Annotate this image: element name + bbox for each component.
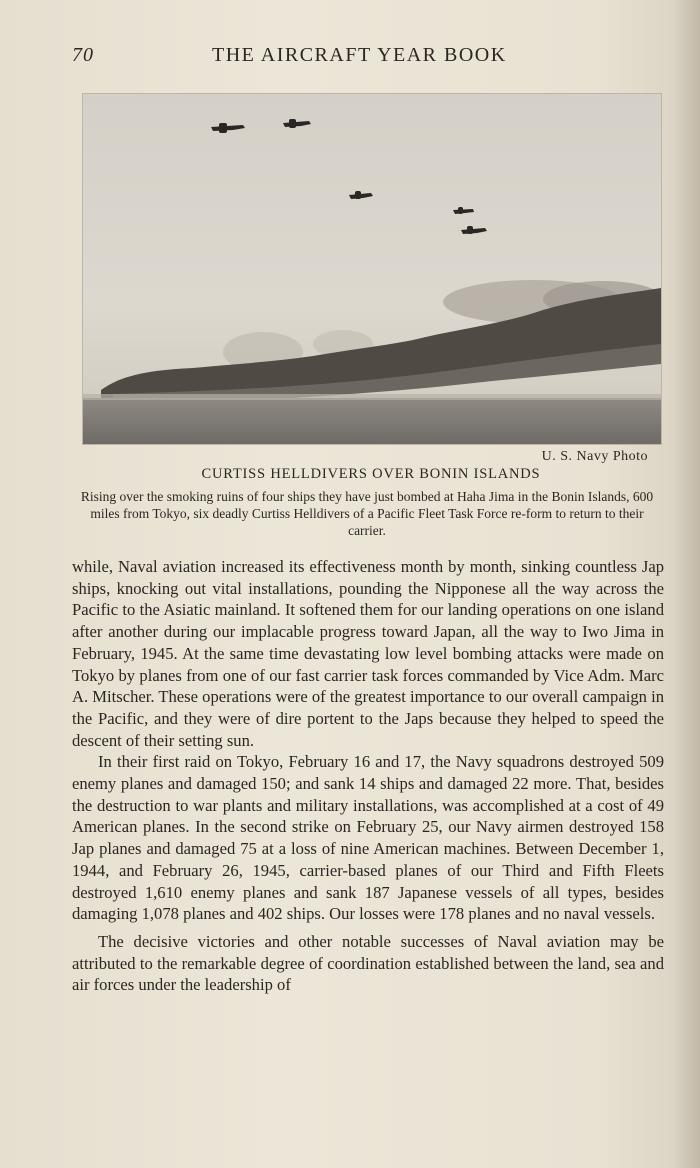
caption-body: Rising over the smoking ruins of four ships they have just bombed at Haha Jima in the Bonin Islands, 600 miles from Tokyo, six deadly Curtiss Helldivers of a Pacific Fleet Task Force re-form to return to their carrier. [80, 489, 654, 538]
running-head: THE AIRCRAFT YEAR BOOK [212, 44, 507, 66]
page-number: 70 [72, 44, 94, 66]
photo-credit: U. S. Navy Photo [541, 449, 648, 464]
body-text [72, 556, 664, 996]
body-paragraph: The decisive victories and other notable successes of Naval aviation may be attributed to the remarkable degree of coordination established between the land, sea and air forces under the leadership of [72, 931, 664, 995]
page-header [72, 44, 662, 72]
helldivers-photo [82, 93, 662, 445]
caption-title: CURTISS HELLDIVERS OVER BONIN ISLANDS [201, 466, 541, 482]
body-paragraph: while, Naval aviation increased its effectiveness month by month, sinking countless Jap ships, knocking out vital installations, pounding the Nipponese all the way across the Pacific to the Asiatic mainland. It softened them for our landing operations on one island after another during our implacable progress toward Japan, all the way to Iwo Jima in February, 1945. At the same time devastating low level bombing attacks were made on Tokyo by planes from one of our fast carrier task forces commanded by Vice Adm. Marc A. Mitscher. These operations were of the greatest importance to our overall campaign in the Pacific, and they were of dire portent to the Japs because they helped to speed the descent of their setting sun. [72, 557, 664, 750]
page-spine-shadow [672, 0, 700, 1168]
body-paragraph: In their first raid on Tokyo, February 16 and 17, the Navy squadrons destroyed 509 enemy planes and damaged 150; and sank 14 ships and damaged 22 more. That, besides the destruction to war plants and military installations, was accomplished at a cost of 49 American planes. In the second strike on February 25, our Navy airmen destroyed 158 Jap planes and damaged 75 at a loss of nine American machines. Between December 1, 1944, and February 26, 1945, carrier-based planes of our Third and Fifth Fleets destroyed 1,610 enemy planes and sank 187 Japanese vessels of all types, besides damaging 1,078 planes and 402 ships. Our losses were 178 planes and no naval vessels. [72, 752, 664, 924]
